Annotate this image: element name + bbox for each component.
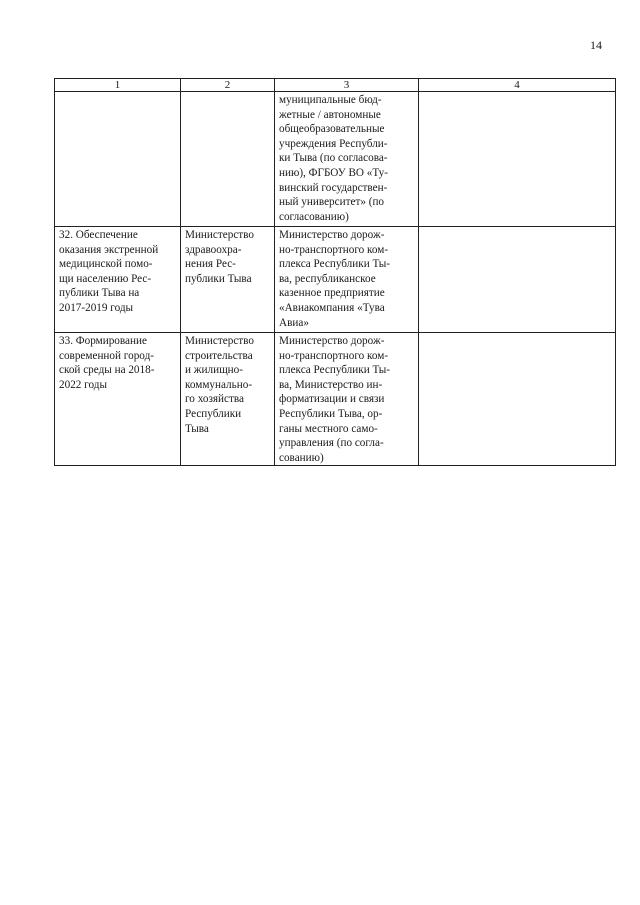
cell-responsible [181,227,275,333]
cell-program [55,333,181,466]
page-number: 14 [590,38,602,52]
cell-responsible-text: Министерство строительства и жилищно- коммунально- го хозяйства Республики Тыва [185,335,254,435]
header-col-1: 1 [55,79,181,92]
cell-responsible [181,92,275,227]
header-col-4: 4 [419,79,616,92]
header-col-3: 3 [275,79,419,92]
cell-responsible-text: Министерство здравоохра- нения Рес- публики Тыва [185,229,254,285]
cell-col4 [419,333,616,466]
table-row-33 [55,333,616,466]
cell-col4 [419,227,616,333]
cell-co-executors [275,92,419,227]
program-table [54,78,616,466]
cell-responsible [181,333,275,466]
table-row-continued [55,92,616,227]
header-row [55,79,616,92]
cell-co-executors [275,333,419,466]
cell-co-executors-text: муниципальные бюд- жетные / автономные общеобразовательные учреждения Республи- ки Тыва (по согласова- нию), ФГБОУ ВО «Ту- винский государствен- ный университет» (по согласованию) [279,94,389,223]
cell-co-executors-text: Министерство дорож- но-транспортного ком- плекса Республики Ты- ва, Министерство ин- форматизации и связи Республики Тыва, ор- ганы местного само- управления (по согла- сованию) [279,335,390,464]
cell-co-executors [275,227,419,333]
cell-program-text: 33. Формирование современной город- ской среды на 2018- 2022 годы [59,335,155,391]
cell-program [55,227,181,333]
table-row-32 [55,227,616,333]
cell-program-text: 32. Обеспечение оказания экстренной медицинской помо- щи населению Рес- публики Тыва на 2017-2019 годы [59,229,159,314]
cell-program [55,92,181,227]
cell-col4 [419,92,616,227]
cell-co-executors-text: Министерство дорож- но-транспортного ком- плекса Республики Ты- ва, республиканское казенное предприятие «Авиакомпания «Тува Авиа» [279,229,390,329]
header-col-2: 2 [181,79,275,92]
